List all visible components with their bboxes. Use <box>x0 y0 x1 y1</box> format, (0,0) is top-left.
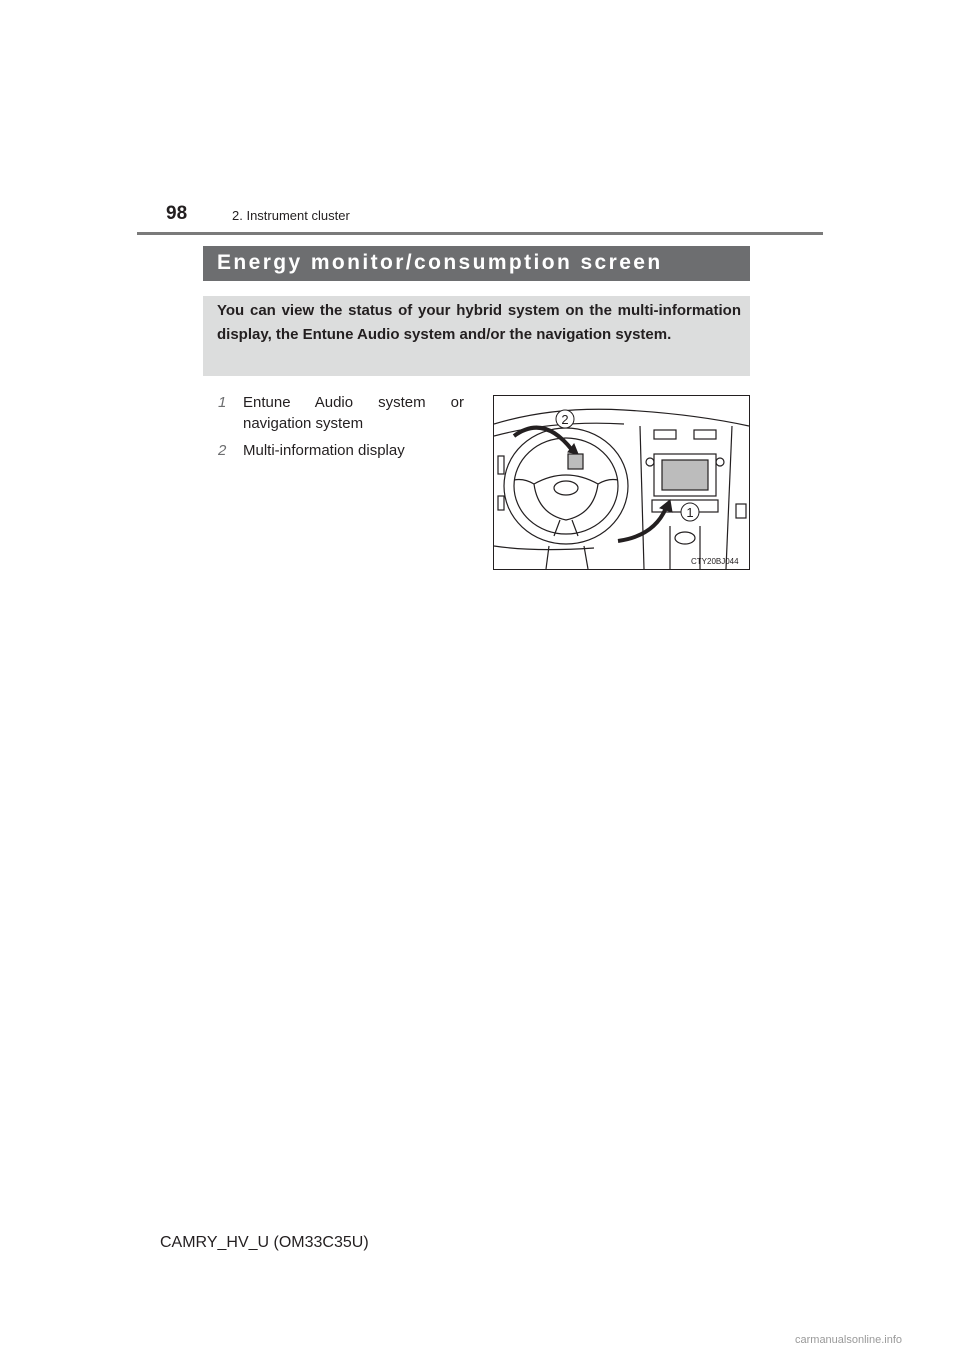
figure-code: CTY20BJ044 <box>691 557 739 566</box>
chapter-title: 2. Instrument cluster <box>232 208 350 223</box>
footer-model: CAMRY_HV_U (OM33C35U) <box>160 1234 369 1251</box>
callout-number: 1 <box>218 394 227 411</box>
callout-text: Multi-information display <box>243 442 405 459</box>
page-number: 98 <box>166 203 188 224</box>
dashboard-drawing <box>494 396 749 569</box>
header-rule <box>137 232 823 235</box>
intro-text: You can view the status of your hybrid system on the multi-information display, the Entune Audio system and/or the navigation system. <box>217 302 741 343</box>
section-title: Energy monitor/consumption screen <box>217 251 663 274</box>
callout-number: 2 <box>218 442 227 459</box>
watermark: carmanualsonline.info <box>795 1334 903 1346</box>
callout-text: Entune Audio system or navigation system <box>243 394 464 432</box>
section-banner <box>203 246 750 281</box>
figure-marker-1: 1 <box>686 505 694 520</box>
intro-box <box>203 296 750 376</box>
dashboard-illustration <box>493 395 750 570</box>
figure-marker-2: 2 <box>561 412 569 427</box>
